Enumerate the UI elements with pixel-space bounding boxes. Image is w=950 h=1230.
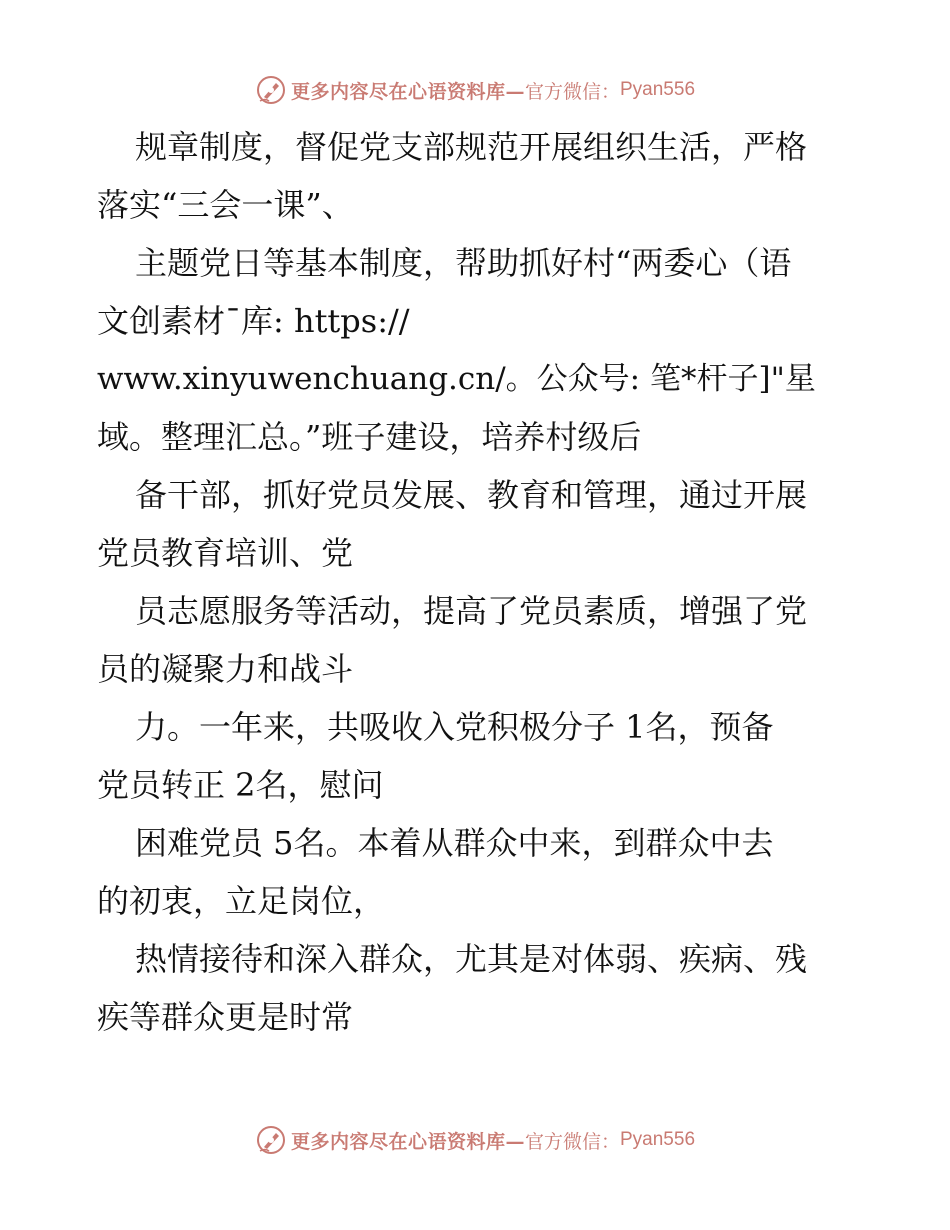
body-line: 困难党员 5名。本着从群众中来，到群众中去 (135, 824, 774, 862)
header-watermark-banner (0, 70, 950, 110)
body-line: 备干部，抓好党员发展、教育和管理，通过开展 (135, 476, 808, 514)
banner-title: 更多内容尽在心语资料库— (290, 80, 525, 103)
body-line: 规章制度，督促党支部规范开展组织生活，严格 (135, 128, 808, 166)
body-line: 疾等群众更是时常 (97, 998, 354, 1036)
body-line: 党员教育培训、党 (97, 534, 354, 572)
banner-title: 更多内容尽在心语资料库— (290, 1130, 525, 1153)
document-body (97, 118, 857, 1046)
body-line: 主题党日等基本制度，帮助抓好村“两委心（语 (135, 244, 792, 282)
banner-wechat-id: Pyan556 (620, 1129, 696, 1150)
pen-logo-icon (255, 1124, 287, 1156)
banner-wechat-id: Pyan556 (620, 79, 696, 100)
body-line: 落实“三会一课”、 (97, 186, 354, 224)
body-line: 热情接待和深入群众，尤其是对体弱、疾病、残 (135, 940, 808, 978)
body-line: 员的凝聚力和战斗 (97, 650, 354, 688)
body-line: 文创素材¯库: https:// (97, 302, 410, 340)
body-line: 员志愿服务等活动，提高了党员素质，增强了党 (135, 592, 808, 630)
body-line: 力。一年来，共吸收入党积极分子 1名，预备 (135, 708, 774, 746)
banner-wechat-label: 官方微信： (524, 1130, 620, 1153)
body-line: 域。整理汇总。”班子建设，培养村级后 (97, 418, 642, 456)
body-line: 的初衷，立足岗位， (97, 882, 386, 920)
banner-wechat-label: 官方微信： (524, 80, 620, 103)
body-line: 党员转正 2名，慰问 (97, 766, 384, 804)
pen-logo-icon (255, 74, 287, 106)
footer-watermark-banner (0, 1120, 950, 1160)
body-line: www.xinyuwenchuang.cn/。公众号: 笔*杆子]"星 (97, 361, 816, 397)
